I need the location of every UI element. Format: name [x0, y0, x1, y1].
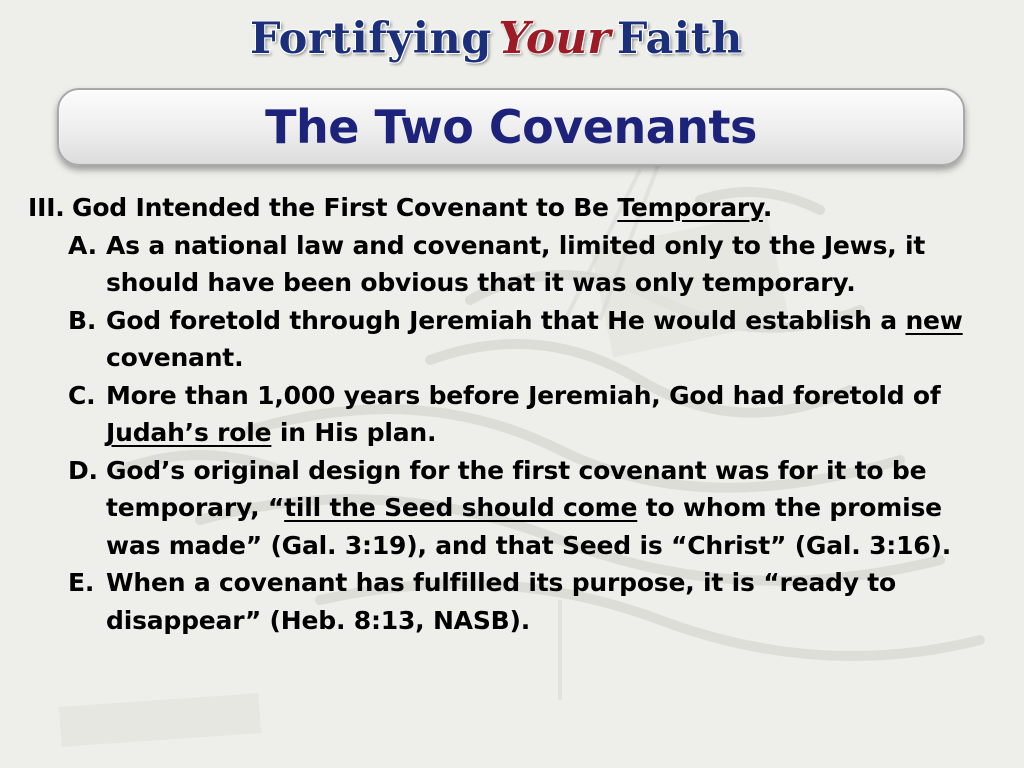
item-b-text-before: God foretold through Jeremiah that He would establish a — [106, 305, 906, 335]
main-point-text-before: God Intended the First Covenant to Be — [72, 193, 618, 222]
item-d-text-after: to whom the promise was made” (Gal. 3:19), and that Seed is “Christ” (Gal. 3:16). — [106, 493, 951, 560]
item-b-text — [106, 302, 998, 377]
main-point-text — [72, 189, 998, 227]
outline-content — [28, 189, 998, 639]
item-c-marker: C. — [68, 380, 96, 410]
logo-faith: Faith — [616, 14, 743, 64]
slide-title: The Two Covenants — [265, 100, 757, 154]
main-point-text-after: . — [762, 193, 773, 222]
item-b-underlined: new — [905, 305, 963, 335]
main-point-underlined: Temporary — [617, 193, 763, 222]
item-b-text-after: covenant. — [106, 343, 244, 372]
logo-fortifying: Fortifying — [250, 14, 492, 64]
outline-item-e — [28, 564, 998, 639]
item-c-underlined: Judah’s role — [106, 418, 272, 447]
item-e-text: When a covenant has fulfilled its purpose, it is “ready to disappear” (Heb. 8:13, NASB). — [106, 568, 897, 635]
item-a-marker: A. — [68, 230, 97, 260]
item-c-text-before: More than 1,000 years before Jeremiah, God had foretold of — [106, 380, 941, 410]
item-c-text — [106, 377, 998, 452]
outline-item-a — [28, 227, 998, 302]
outline-item-d — [28, 452, 998, 565]
logo-your: Your — [498, 13, 611, 64]
outline-item-c — [28, 377, 998, 452]
outline-item-b — [28, 302, 998, 377]
item-d-underlined: till the Seed should come — [284, 493, 638, 522]
item-d-marker: D. — [68, 455, 98, 485]
outline-main-point — [28, 189, 998, 227]
item-b-marker: B. — [68, 305, 97, 335]
item-a-text: As a national law and covenant, limited only to the Jews, it should have been obvious that it was only temporary. — [106, 230, 926, 297]
item-d-text-before: God’s original design for the first covenant was for it to be temporary, “ — [106, 455, 927, 522]
item-d-text — [106, 452, 998, 565]
fortifying-your-faith-logo — [250, 6, 770, 72]
main-point-marker: III. — [28, 193, 65, 222]
title-banner — [57, 88, 965, 166]
item-c-text-after: in His plan. — [271, 418, 437, 447]
item-e-marker: E. — [68, 568, 95, 597]
